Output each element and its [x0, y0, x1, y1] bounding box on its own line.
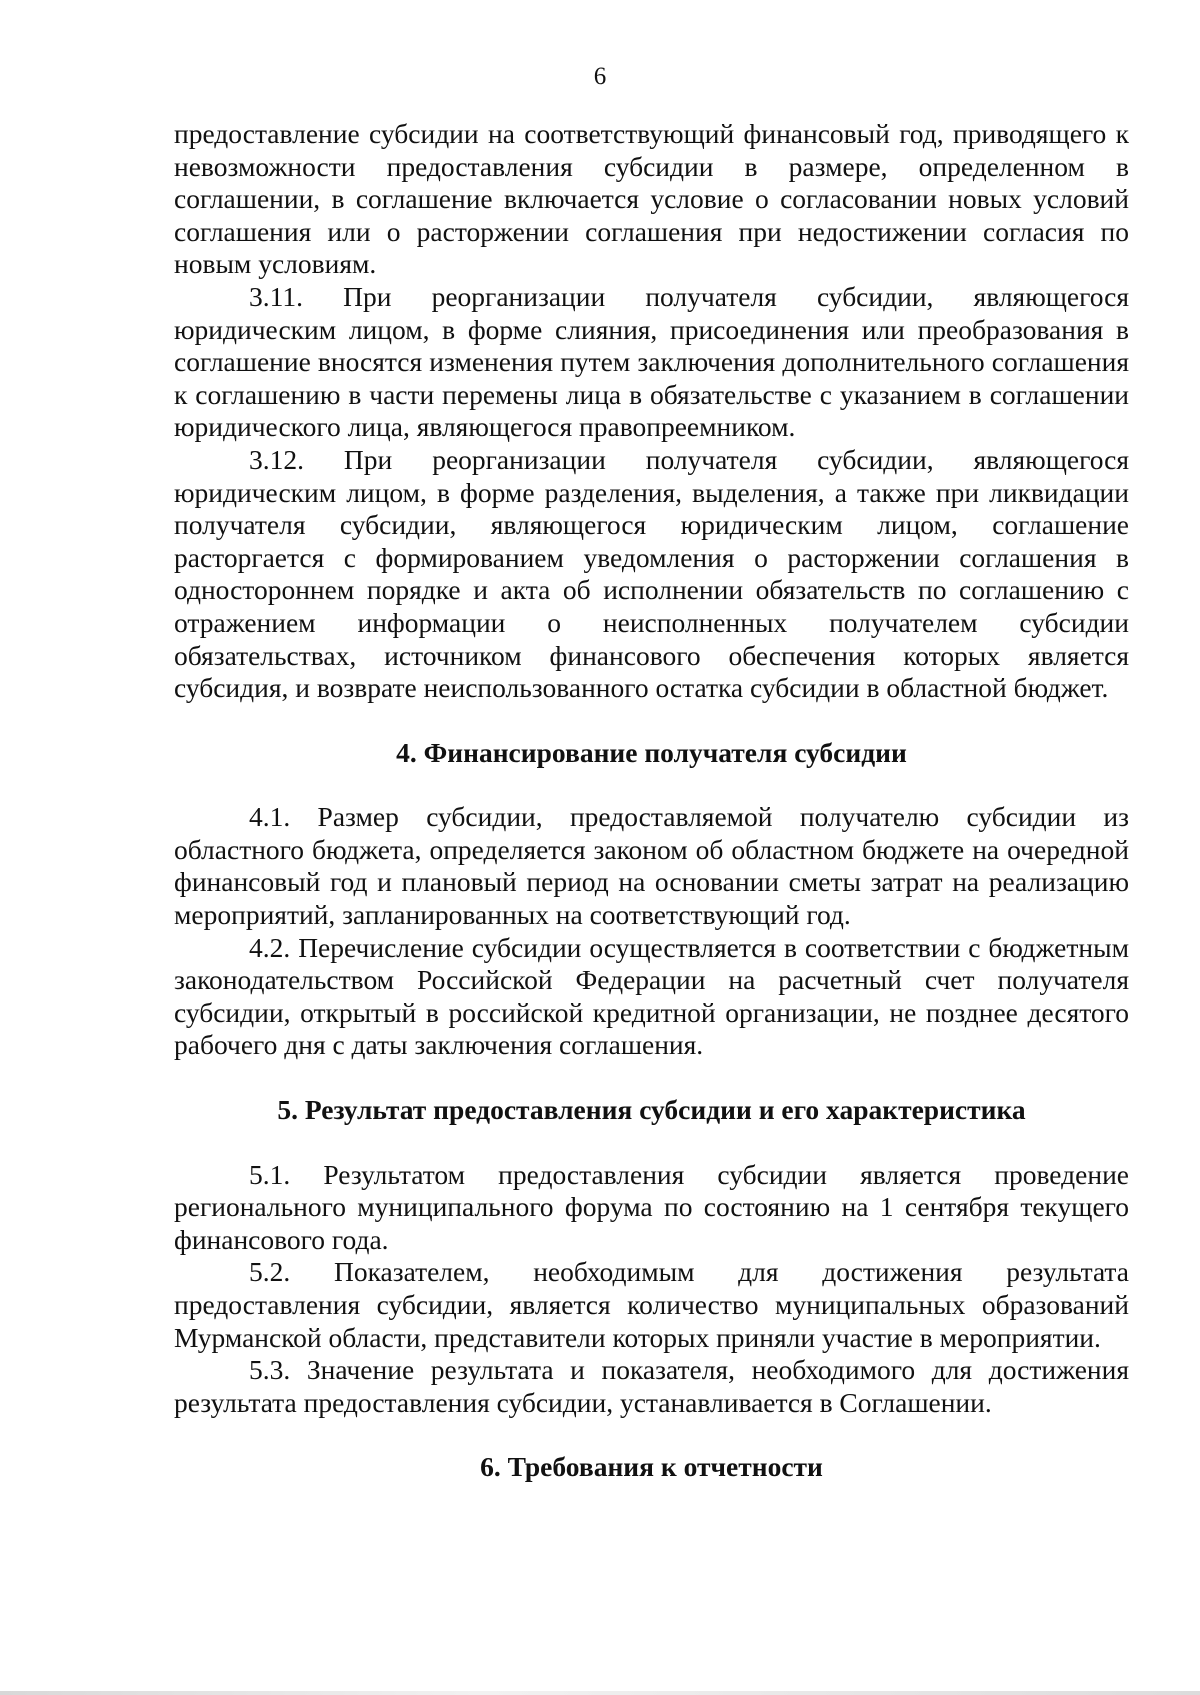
scan-edge-artifact: [0, 1691, 1200, 1695]
paragraph-continuation: предоставление субсидии на соответствующий финансовый год, приводящего к невозможности предоставления субсидии в размере, определенном в соглашении, в соглашение включается условие о согласовании новых условий соглашения или о расторжении соглашения при недостижении согласия по новым условиям.: [174, 118, 1129, 280]
paragraph-4-1: 4.1. Размер субсидии, предоставляемой получателю субсидии из областного бюджета, определяется законом об областном бюджете на очередной финансовый год и плановый период на основании сметы затрат на реализацию мероприятий, запланированных на соответствующий год.: [174, 801, 1129, 931]
section-6-heading: 6. Требования к отчетности: [480, 1451, 823, 1483]
paragraph-5-3: 5.3. Значение результата и показателя, необходимого для достижения результата предоставления субсидии, устанавливается в Соглашении.: [174, 1354, 1129, 1418]
paragraph-4-2: 4.2. Перечисление субсидии осуществляется в соответствии с бюджетным законодательством Российской Федерации на расчетный счет получателя субсидии, открытый в российской кредитной организации, не позднее десятого рабочего дня с даты заключения соглашения.: [174, 931, 1129, 1061]
document-body: [174, 118, 1129, 1484]
paragraph-5-1: 5.1. Результатом предоставления субсидии является проведение регионального муниципального форума по состоянию на 1 сентября текущего финансового года.: [174, 1158, 1129, 1255]
section-4-heading: 4. Финансирование получателя субсидии: [396, 736, 907, 768]
section-5-heading: 5. Результат предоставления субсидии и его характеристика: [277, 1094, 1026, 1126]
page-number: 6: [593, 63, 607, 90]
paragraph-3-12: 3.12. При реорганизации получателя субсидии, являющегося юридическим лицом, в форме разделения, выделения, а также при ликвидации получателя субсидии, являющегося юридическим лицом, соглашение расторгается с формированием уведомления о расторжении соглашения в одностороннем порядке и акта об исполнении обязательств по соглашению с отражением информации о неисполненных получателем субсидии обязательствах, источником финансового обеспечения которых является субсидия, и возврате неиспользованного остатка субсидии в областной бюджет.: [174, 443, 1129, 704]
paragraph-5-2: 5.2. Показателем, необходимым для достижения результата предоставления субсидии, является количество муниципальных образований Мурманской области, представители которых приняли участие в мероприятии.: [174, 1256, 1129, 1353]
paragraph-3-11: 3.11. При реорганизации получателя субсидии, являющегося юридическим лицом, в форме слияния, присоединения или преобразования в соглашение вносятся изменения путем заключения дополнительного соглашения к соглашению в части перемены лица в обязательстве с указанием в соглашении юридического лица, являющегося правопреемником.: [174, 280, 1129, 443]
